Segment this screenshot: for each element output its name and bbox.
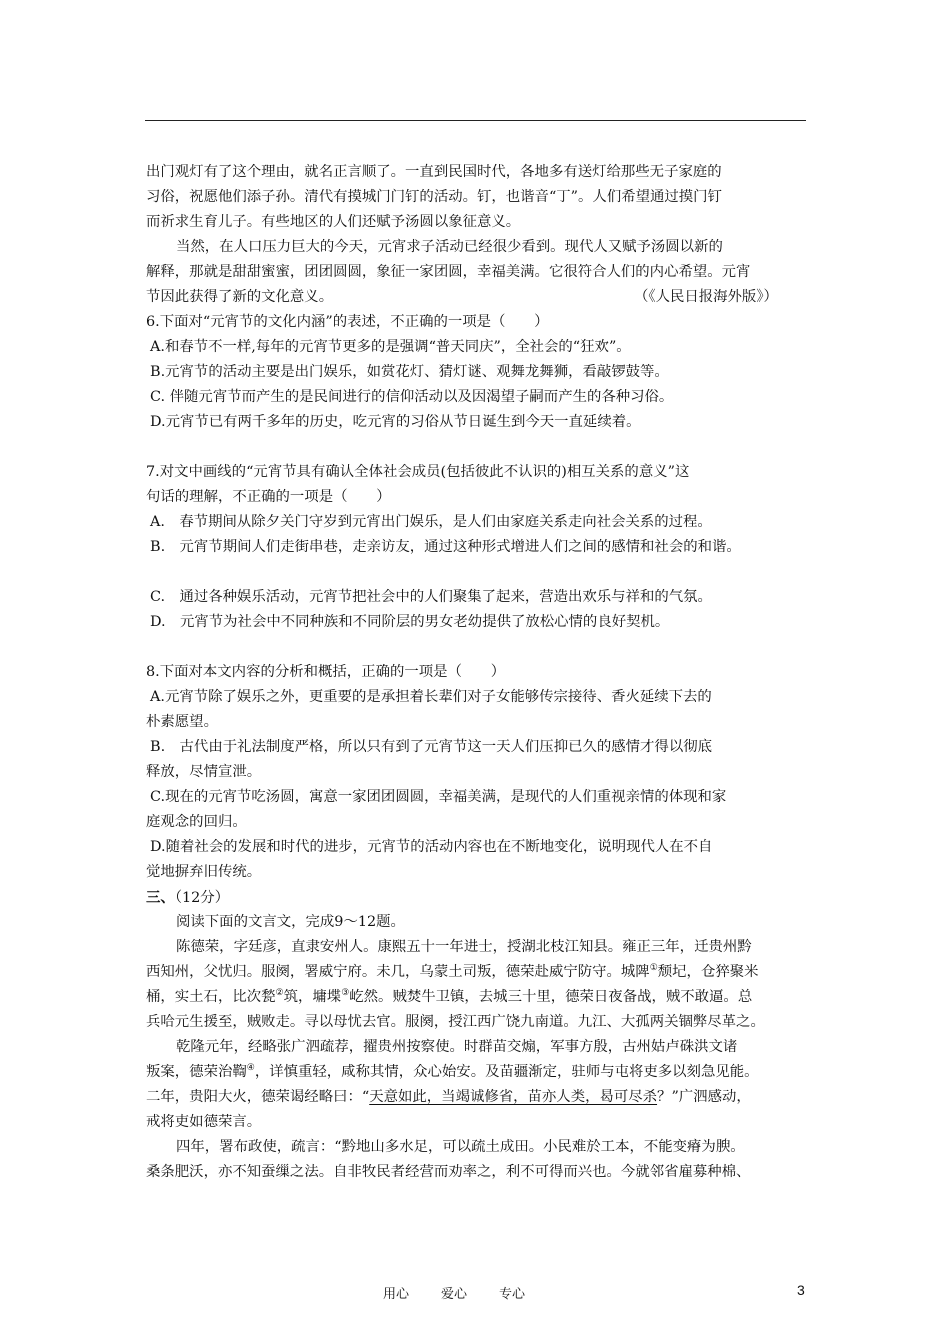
passage-text: 颓圮，仓猝聚米: [657, 964, 759, 980]
paragraph-line: 出门观灯有了这个理由，就名正言顺了。一直到民国时代，各地多有送灯给那些无子家庭的: [146, 164, 722, 180]
question-8-option-a: A.元宵节除了娱乐之外，更重要的是承担着长辈们对子女能够传宗接待、香火延续下去的: [150, 689, 712, 705]
passage-line: 四年，署布政使，疏言：“黔地山多水足，可以疏土成田。小民难於工本，不能变瘠为腴。: [176, 1139, 745, 1155]
question-8-option-c-cont: 庭观念的回归。: [146, 814, 247, 830]
section-score: （12分）: [174, 890, 230, 906]
page-footer: [383, 1283, 557, 1302]
question-7-stem: 7.对文中画线的“元宵节具有确认全体社会成员(包括彼此不认识的)相互关系的意义”这: [146, 464, 690, 480]
spacer: [146, 635, 814, 660]
passage-text: 法。自非牧民者经营而劝率之，利不可得而兴也。今就邻省雇募种棉、: [304, 1164, 751, 1180]
question-6-option-c: C. 伴随元宵节而产生的是民间进行的信仰活动以及因渴望子嗣而产生的各种习俗。: [150, 389, 674, 405]
spacer: [146, 435, 814, 460]
emphasis-dot-char: 疏: [319, 1039, 335, 1055]
passage-text: ？”广泗感动，: [657, 1089, 751, 1105]
footer-item: 专心: [499, 1287, 526, 1302]
passage-line: [146, 1010, 814, 1035]
section-instruction: 阅读下面的文言文，完成9～12题。: [176, 914, 405, 930]
underlined-sentence: 天意如此，当竭诚修省，苗亦人类，曷可尽杀: [369, 1089, 658, 1105]
footer-item: 爱心: [441, 1287, 468, 1302]
footnote-marker: ②: [275, 988, 284, 999]
paragraph-line: 习俗，祝愿他们添子孙。清代有摸城门门钉的活动。钉，也谐音“丁”。人们希望通过摸门钉: [146, 189, 722, 205]
section-3-heading: [146, 885, 814, 910]
question-7-option-d: D. 元宵节为社会中不同种族和不同阶层的男女老幼提供了放松心情的良好契机。: [150, 614, 670, 630]
page-content: [146, 160, 814, 1185]
passage-text: 二年，贵阳大火，德荣谒经略曰：“: [146, 1089, 370, 1105]
paragraph-line: 解释，那就是甜甜蜜蜜，团团圆圆，象征一家团圆，幸福美满。它很符合人们的内心希望。元宵: [146, 264, 751, 280]
question-7-stem: 句话的理解，不正确的一项是（ ）: [146, 489, 391, 505]
passage-text: 西知州，父忧归。服阕，署威宁府。未几，乌蒙土司叛，德荣赴威宁防守。城陴: [146, 964, 650, 980]
passage-text: ，详慎重轻，咸称其情，众心始安。及苗疆渐定，驻师与屯将吏多以刻急见能。: [254, 1064, 759, 1080]
passage-line: 陈德荣，字廷彦，直隶安州人。康熙五十一年进士，授湖北枝江知县。雍正三年，迁贵州黔: [176, 939, 752, 955]
footer-item: 用心: [383, 1287, 410, 1302]
paragraph-line: 而祈求生育儿子。有些地区的人们还赋予汤圆以象征意义。: [146, 214, 521, 230]
source-citation: （《人民日报海外版》）: [634, 289, 778, 305]
question-7-option-a: A. 春节期间从除夕关门守岁到元宵出门娱乐，是人们由家庭关系走向社会关系的过程。: [150, 514, 712, 530]
question-8-option-a-cont: 朴素愿望。: [146, 714, 218, 730]
question-8-option-d-cont: 觉地摒弃旧传统。: [146, 864, 262, 880]
question-6-option-d: D.元宵节已有两千多年的历史，吃元宵的习俗从节日诞生到今天一直延续着。: [150, 414, 641, 430]
header-rule: [145, 120, 806, 121]
emphasis-dot-char: 以: [318, 1014, 334, 1030]
question-6-option-b: B.元宵节的活动主要是出门娱乐，如赏花灯、猜灯谜、观舞龙舞狮，看敲锣鼓等。: [150, 364, 669, 380]
passage-text: 荐，擢贵州按察使。时群苗交煽，军事方殷，古州姑卢硃洪文诸: [334, 1039, 738, 1055]
passage-text: 兵哈元生援至，贼败走。寻: [146, 1014, 319, 1030]
question-8-option-b: B. 古代由于礼法制度严格，所以只有到了元宵节这一天人们压抑已久的感情才得以彻底: [150, 739, 712, 755]
passage-text: 桑条肥沃，亦不知蚕缫: [146, 1164, 290, 1180]
passage-line: 戒将吏如德荣言。: [146, 1114, 262, 1130]
emphasis-dot-char: 之: [289, 1164, 305, 1180]
spacer: [146, 560, 814, 585]
question-7-option-c: C. 通过各种娱乐活动，元宵节把社会中的人们聚集了起来，营造出欢乐与祥和的气氛。: [150, 589, 712, 605]
passage-text: 桶，实土石，比次甃: [146, 989, 276, 1005]
passage-text: 叛案，德荣治鞫: [146, 1064, 247, 1080]
paragraph-line: 当然，在人口压力巨大的今天，元宵求子活动已经很少看到。现代人又赋予汤圆以新的: [176, 239, 723, 255]
question-8-stem: 8.下面对本文内容的分析和概括，正确的一项是（ ）: [146, 664, 506, 680]
footnote-marker: ①: [649, 963, 658, 974]
passage-text: 屹然。贼焚牛卫镇，去城三十里，德荣日夜备战，贼不敢逼。总: [349, 989, 753, 1005]
paragraph-text: 节因此获得了新的文化意义。: [146, 289, 334, 305]
passage-line: [146, 960, 814, 985]
passage-line: [146, 1085, 814, 1110]
passage-text: 母忧去官。服阕，授江西广饶九南道。九江、大孤两关锢弊尽革之。: [333, 1014, 765, 1030]
section-number: 三、: [146, 889, 175, 906]
passage-line: [146, 1060, 814, 1085]
footnote-marker: ④: [246, 1063, 255, 1074]
question-6-stem: 6.下面对“元宵节的文化内涵”的表述，不正确的一项是（ ）: [146, 314, 549, 330]
passage-line: [146, 985, 814, 1010]
footnote-marker: ③: [341, 988, 350, 999]
paragraph-line: [146, 285, 814, 310]
question-8-option-c: C.现在的元宵节吃汤圆，寓意一家团团圆圆，幸福美满，是现代的人们重视亲情的体现和家: [150, 789, 727, 805]
passage-line: [146, 1160, 814, 1185]
question-6-option-a: A.和春节不一样,每年的元宵节更多的是强调“普天同庆”，全社会的“狂欢”。: [150, 339, 631, 355]
question-8-option-b-cont: 释放，尽情宣泄。: [146, 764, 262, 780]
passage-line: [146, 1035, 814, 1060]
passage-text: 筑，墉堞: [283, 989, 342, 1005]
question-8-option-d: D.随着社会的发展和时代的进步，元宵节的活动内容也在不断地变化，说明现代人在不自: [150, 839, 713, 855]
passage-text: 乾隆元年，经略张广泗: [176, 1039, 320, 1055]
page-number: 3: [797, 1282, 805, 1298]
question-7-option-b: B. 元宵节期间人们走街串巷，走亲访友，通过这种形式增进人们之间的感情和社会的和谐。: [150, 539, 741, 555]
